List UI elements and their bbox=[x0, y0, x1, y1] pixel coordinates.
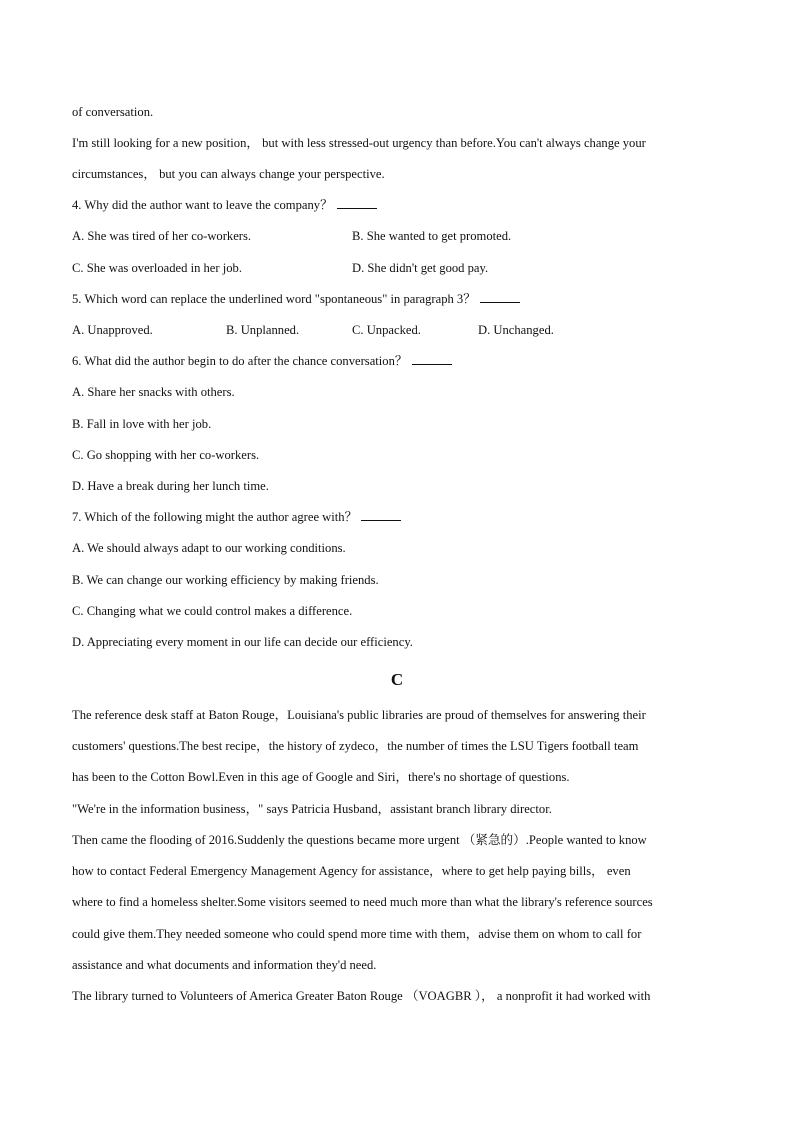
question-7-stem: 7. Which of the following might the author agree with？ bbox=[72, 510, 358, 524]
question-6 bbox=[72, 353, 452, 369]
q4-option-a: A. She was tired of her co-workers. bbox=[72, 229, 252, 243]
passage-c-p4-line-1: The library turned to Volunteers of America Greater Baton Rouge （VOAGBR ）， a nonprofit it had worked with bbox=[72, 989, 651, 1003]
passage-c-p1-line-2: customers' questions.The best recipe，the history of zydeco，the number of times the LSU Tigers football team bbox=[72, 739, 639, 753]
q5-option-a: A. Unapproved. bbox=[72, 323, 153, 337]
intro-line-2: I'm still looking for a new position， but with less stressed-out urgency than before.You can't always change your bbox=[72, 136, 646, 150]
question-5-stem: 5. Which word can replace the underlined word "spontaneous" in paragraph 3？ bbox=[72, 292, 476, 306]
q6-option-d: D. Have a break during her lunch time. bbox=[72, 479, 269, 493]
question-5 bbox=[72, 291, 520, 307]
section-heading: C bbox=[390, 670, 404, 689]
q5-option-b: B. Unplanned. bbox=[226, 323, 300, 337]
q7-option-c: C. Changing what we could control makes a difference. bbox=[72, 604, 353, 618]
answer-blank[interactable] bbox=[480, 291, 520, 303]
passage-c-p3-line-4: could give them.They needed someone who could spend more time with them，advise them on whom to call for bbox=[72, 927, 642, 941]
passage-c-p2: "We're in the information business，" says Patricia Husband，assistant branch library director. bbox=[72, 802, 552, 816]
q5-option-d: D. Unchanged. bbox=[478, 323, 554, 337]
q7-option-b: B. We can change our working efficiency by making friends. bbox=[72, 573, 379, 587]
q6-option-b: B. Fall in love with her job. bbox=[72, 417, 212, 431]
passage-c-p1-line-3: has been to the Cotton Bowl.Even in this age of Google and Siri，there's no shortage of questions. bbox=[72, 770, 570, 784]
passage-c-p3-line-1: Then came the flooding of 2016.Suddenly the questions became more urgent （紧急的）.People wanted to know bbox=[72, 833, 647, 847]
q4-option-b: B. She wanted to get promoted. bbox=[352, 229, 512, 243]
answer-blank[interactable] bbox=[361, 509, 401, 521]
intro-line-1: of conversation. bbox=[72, 105, 154, 119]
q4-option-d: D. She didn't get good pay. bbox=[352, 261, 489, 275]
passage-c-p3-line-3: where to find a homeless shelter.Some visitors seemed to need much more than what the library's reference sources bbox=[72, 895, 653, 909]
q7-option-d: D. Appreciating every moment in our life can decide our efficiency. bbox=[72, 635, 413, 649]
q4-option-c: C. She was overloaded in her job. bbox=[72, 261, 242, 275]
passage-c-p1-line-1: The reference desk staff at Baton Rouge，Louisiana's public libraries are proud of themselves for answering their bbox=[72, 708, 646, 722]
passage-c-p3-line-2: how to contact Federal Emergency Management Agency for assistance，where to get help paying bills， even bbox=[72, 864, 631, 878]
q7-option-a: A. We should always adapt to our working conditions. bbox=[72, 541, 346, 555]
q6-option-c: C. Go shopping with her co-workers. bbox=[72, 448, 260, 462]
question-4 bbox=[72, 197, 377, 213]
question-6-stem: 6. What did the author begin to do after the chance conversation？ bbox=[72, 354, 408, 368]
q6-option-a: A. Share her snacks with others. bbox=[72, 385, 235, 399]
answer-blank[interactable] bbox=[412, 353, 452, 365]
question-7 bbox=[72, 509, 401, 525]
q5-option-c: C. Unpacked. bbox=[352, 323, 421, 337]
intro-line-3: circumstances， but you can always change your perspective. bbox=[72, 167, 385, 181]
answer-blank[interactable] bbox=[337, 197, 377, 209]
passage-c-p3-line-5: assistance and what documents and information they'd need. bbox=[72, 958, 377, 972]
question-4-stem: 4. Why did the author want to leave the company？ bbox=[72, 198, 333, 212]
